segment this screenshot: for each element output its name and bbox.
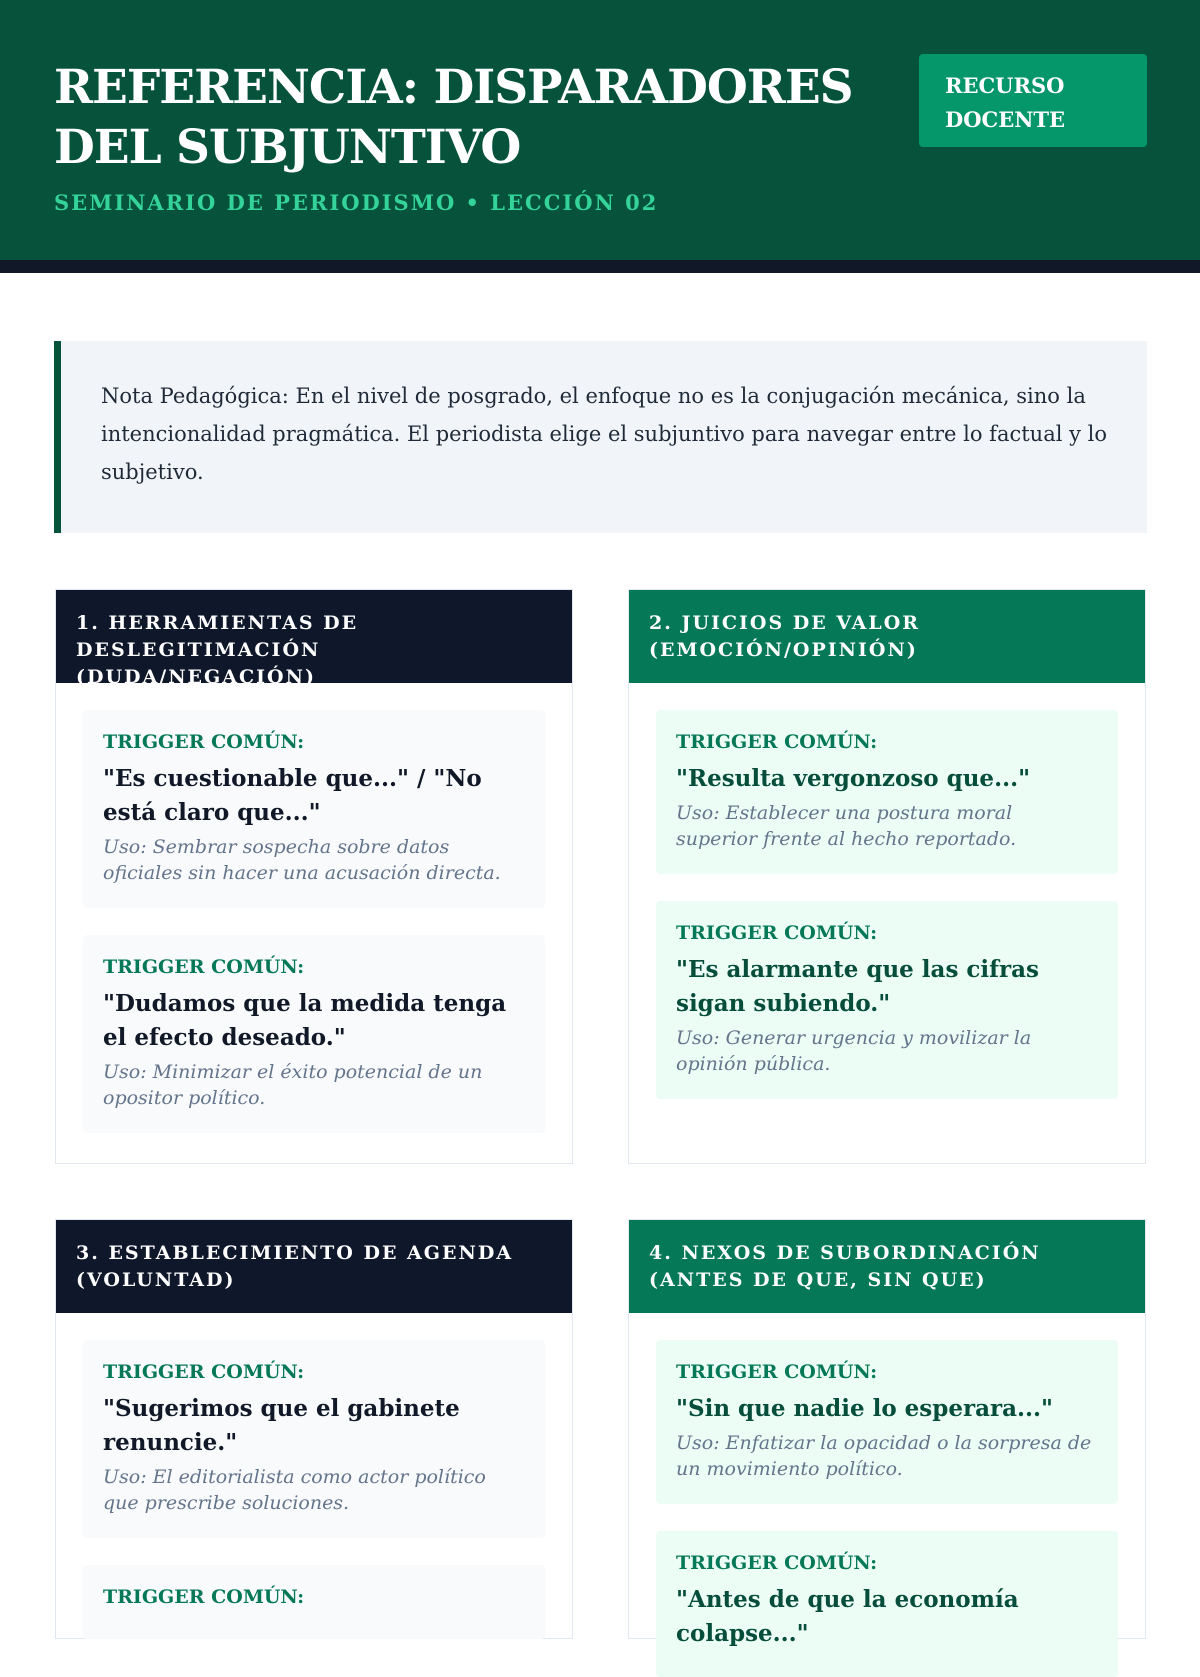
trigger-usage: Uso: Generar urgencia y movilizar la opinión pública. [676,1027,1032,1075]
trigger-usage: Uso: Sembrar sospecha sobre datos oficiales sin hacer una acusación directa. [103,836,501,884]
page-title: REFERENCIA: DISPARADORES DEL SUBJUNTIVO [54,60,853,175]
trigger-label: TRIGGER COMÚN: [103,731,305,753]
trigger-phrase: "Antes de que la economía colapse..." [676,1586,1019,1647]
header-banner [0,0,1200,273]
section-title: 4. NEXOS DE SUBORDINACIÓN (ANTES DE QUE, SIN QUE) [629,1220,1145,1313]
trigger-label: TRIGGER COMÚN: [676,1552,878,1574]
trigger-item [83,1565,545,1639]
section-title: 2. JUICIOS DE VALOR (EMOCIÓN/OPINIÓN) [629,590,1145,683]
trigger-item [83,935,545,1133]
trigger-item [656,710,1118,874]
trigger-usage: Uso: Minimizar el éxito potencial de un opositor político. [103,1061,483,1109]
trigger-item [656,1340,1118,1504]
trigger-label: TRIGGER COMÚN: [676,1361,878,1383]
trigger-label: TRIGGER COMÚN: [676,731,878,753]
trigger-item [656,1531,1118,1677]
trigger-usage: Uso: Establecer una postura moral superior frente al hecho reportado. [676,802,1017,850]
trigger-usage: Uso: Enfatizar la opacidad o la sorpresa de un movimiento político. [676,1432,1092,1480]
trigger-phrase: "Es alarmante que las cifras sigan subiendo." [676,956,1040,1017]
trigger-phrase: "Resulta vergonzoso que..." [676,765,1031,792]
pedagogical-note [54,341,1147,533]
pedagogical-note-text: Nota Pedagógica: En el nivel de posgrado, el enfoque no es la conjugación mecánica, sino la intencionalidad pragmática. El periodista elige el subjuntivo para navegar entre lo factual y lo subjetivo. [101,384,1108,484]
trigger-phrase: "Es cuestionable que..." / "No está claro que..." [103,765,482,826]
trigger-item [83,710,545,908]
trigger-usage: Uso: El editorialista como actor político que prescribe soluciones. [103,1466,486,1514]
section-title: 1. HERRAMIENTAS DE DESLEGITIMACIÓN (DUDA/NEGACIÓN) [56,590,572,683]
resource-badge: RECURSO DOCENTE [919,54,1147,147]
trigger-label: TRIGGER COMÚN: [103,1361,305,1383]
trigger-item [656,901,1118,1099]
trigger-label: TRIGGER COMÚN: [676,922,878,944]
section-card-3 [55,1219,573,1639]
trigger-item [83,1340,545,1538]
section-title: 3. ESTABLECIMIENTO DE AGENDA (VOLUNTAD) [56,1220,572,1313]
trigger-phrase: "Sin que nadie lo esperara..." [676,1395,1054,1422]
trigger-label: TRIGGER COMÚN: [103,1586,305,1608]
section-card-2 [628,589,1146,1164]
trigger-label: TRIGGER COMÚN: [103,956,305,978]
trigger-phrase: "Sugerimos que el gabinete renuncie." [103,1395,460,1456]
section-card-4 [628,1219,1146,1647]
section-card-1 [55,589,573,1164]
trigger-phrase: "Dudamos que la medida tenga el efecto deseado." [103,990,507,1051]
page-subtitle: SEMINARIO DE PERIODISMO • LECCIÓN 02 [54,190,659,215]
